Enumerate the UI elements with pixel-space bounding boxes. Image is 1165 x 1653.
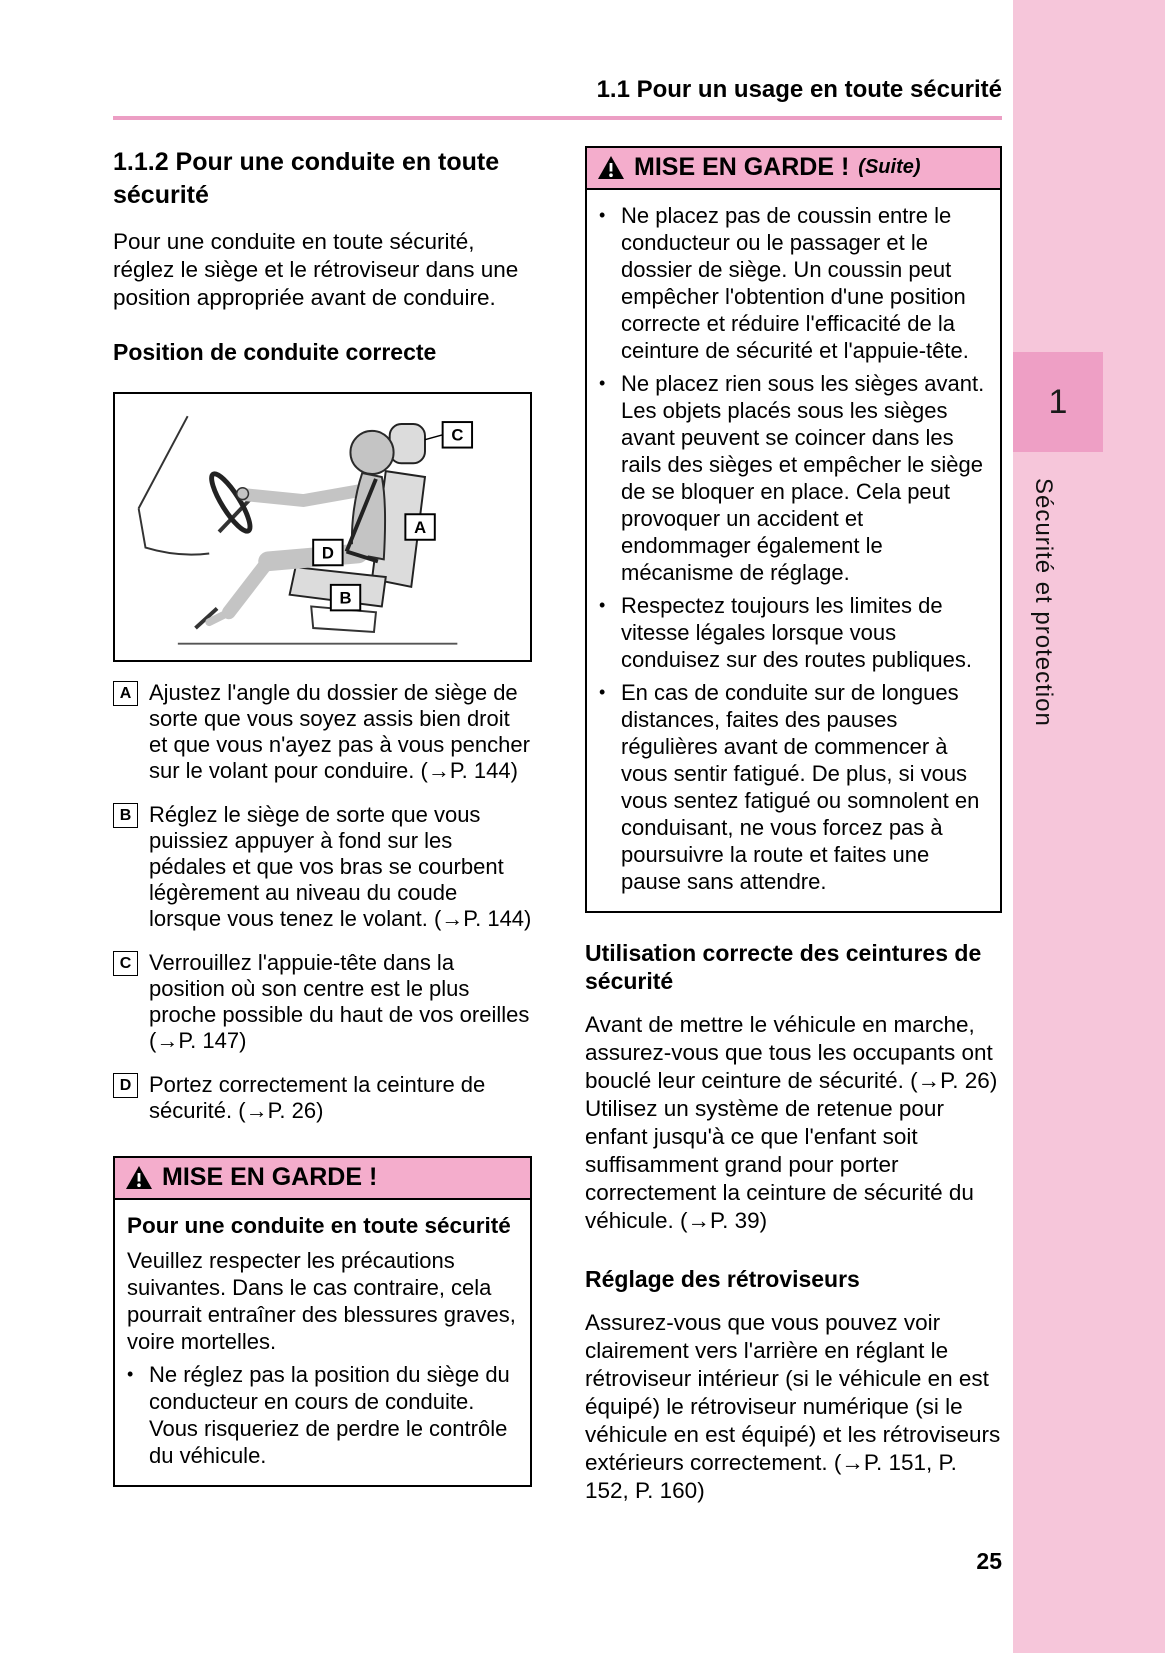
warning-title-right: MISE EN GARDE ! <box>634 153 850 181</box>
running-header: 1.1 Pour un usage en toute sécurité <box>596 76 1002 103</box>
header-rule <box>113 116 1002 120</box>
chapter-number: 1 <box>1048 382 1068 421</box>
intro-paragraph: Pour une conduite en toute sécurité, réglez le siège et le rétroviseur dans une position appropriée avant de conduire. <box>113 229 519 310</box>
item-b-key: B <box>113 803 138 828</box>
warning-bullet <box>599 592 988 673</box>
windshield-line <box>139 416 188 508</box>
figure-label-c <box>443 422 472 447</box>
dashboard <box>139 508 210 554</box>
warning-body-left <box>115 1200 530 1485</box>
page-number: 25 <box>976 1548 1002 1574</box>
warning-bullet-text: Ne réglez pas la position du siège du conducteur en cours de conduite. Vous risqueriez de perdre le contrôle du véhicule. <box>149 1362 510 1468</box>
left-column <box>113 146 532 1505</box>
headrest <box>390 424 425 463</box>
warning-body-right <box>587 190 1000 911</box>
belt-heading: Utilisation correcte des ceintures de sécurité <box>585 940 982 994</box>
bullet-dot: • <box>599 682 606 702</box>
warning-bullet <box>127 1361 518 1469</box>
bullet-dot: • <box>599 595 606 615</box>
mirror-paragraph: Assurez-vous que vous pouvez voir clairement vers l'arrière en réglant le rétroviseur intérieur (si le véhicule en est équipé) le rétroviseur numérique (si le véhicule en est équipé) et les rétroviseurs extérieurs correctement. (→P. 151, P. 152, P. 160) <box>585 1310 1001 1503</box>
warning-box-left <box>113 1156 532 1487</box>
warning-box-right <box>585 146 1002 913</box>
warning-bullet-text: Ne placez pas de coussin entre le conducteur ou le passager et le dossier de siège. Un coussin peut empêcher l'obtention d'une position correcte et réduire l'efficacité de la ceinture de sécurité et l'appuie-tête. <box>621 203 969 363</box>
svg-text:A: A <box>414 517 427 537</box>
bullet-dot: • <box>127 1364 134 1384</box>
warning-triangle-icon <box>597 155 625 180</box>
figure-label-a <box>405 514 434 539</box>
figure-label-d <box>313 540 342 565</box>
driving-position-figure <box>113 392 532 662</box>
item-c-key: C <box>113 951 138 976</box>
chapter-side-band <box>1013 0 1165 1653</box>
bullet-dot: • <box>599 373 606 393</box>
item-b-text: Réglez le siège de sorte que vous puissiez appuyer à fond sur les pédales et que vos bras se courbent légèrement au niveau du coude lorsque vous tenez le volant. (→P. 144) <box>149 802 532 931</box>
driver-head <box>350 431 393 474</box>
warning-title-left: MISE EN GARDE ! <box>162 1163 378 1191</box>
svg-text:C: C <box>451 425 464 445</box>
driver-leg <box>229 561 268 612</box>
item-d-text: Portez correctement la ceinture de sécurité. (→P. 26) <box>149 1072 486 1123</box>
warning-bullet <box>599 202 988 364</box>
warning-bullet-text: En cas de conduite sur de longues distances, faites des pauses régulières avant de commencer à vous sentir fatigué. De plus, si vous vous sentez fatigué ou somnolent en conduisant, ne vous forcez pas à poursuivre la route et faites une pause sans attendre. <box>621 680 980 894</box>
warning-bullet <box>599 370 988 586</box>
warning-header-right <box>587 148 1000 190</box>
right-column <box>585 146 1002 1505</box>
warning-bullet-text: Respectez toujours les limites de vitesse légales lorsque vous conduisez sur des routes publiques. <box>621 593 972 672</box>
chapter-title-vertical: Sécurité et protection <box>1030 478 1057 727</box>
warning-suite-label: (Suite) <box>858 156 921 178</box>
warning-bullet-text: Ne placez rien sous les sièges avant. Les objets placés sous les sièges avant peuvent se coincer dans les rails des sièges et empêcher le siège de se bloquer en place. Cela peut provoquer un accident et endommager également le mécanisme de réglage. <box>621 371 985 585</box>
section-title: 1.1.2 Pour une conduite en toute sécurité <box>113 148 500 209</box>
item-b <box>113 802 532 932</box>
warning-lead: Pour une conduite en toute sécurité <box>127 1213 511 1238</box>
bullet-dot: • <box>599 205 606 225</box>
chapter-number-tab <box>1013 352 1103 452</box>
belt-paragraph: Avant de mettre le véhicule en marche, assurez-vous que tous les occupants ont bouclé leur ceinture de sécurité. (→P. 26) Utilisez un système de retenue pour enfant jusqu'à ce que l'enfant soit suffisamment grand pour porter correctement la ceinture de sécurité du véhicule. (→P. 39) <box>585 1012 998 1233</box>
item-c-text: Verrouillez l'appuie-tête dans la position où son centre est le plus proche possible du haut de vos oreilles (→P. 147) <box>149 950 530 1053</box>
mirror-heading: Réglage des rétroviseurs <box>585 1266 860 1292</box>
warning-triangle-icon <box>125 1165 153 1190</box>
driver-arm <box>245 489 371 501</box>
svg-text:D: D <box>321 543 334 563</box>
item-d <box>113 1072 532 1124</box>
figure-label-b <box>331 585 360 610</box>
warning-header-left <box>115 1158 530 1200</box>
item-c <box>113 950 532 1054</box>
driver-hand <box>237 488 249 500</box>
svg-text:B: B <box>339 588 352 608</box>
driving-position-illustration <box>119 398 526 656</box>
warning-bullet <box>599 679 988 895</box>
posture-heading: Position de conduite correcte <box>113 339 437 365</box>
item-a-key: A <box>113 681 138 706</box>
warning-text: Veuillez respecter les précautions suivantes. Dans le cas contraire, cela pourrait entraîner des blessures graves, voire mortelles. <box>127 1248 516 1354</box>
page-content <box>113 76 1002 1505</box>
item-a-text: Ajustez l'angle du dossier de siège de sorte que vous soyez assis bien droit et que vous n'ayez pas à vous pencher sur le volant pour conduire. (→P. 144) <box>149 680 530 783</box>
item-d-key: D <box>113 1073 138 1098</box>
item-a <box>113 680 532 784</box>
